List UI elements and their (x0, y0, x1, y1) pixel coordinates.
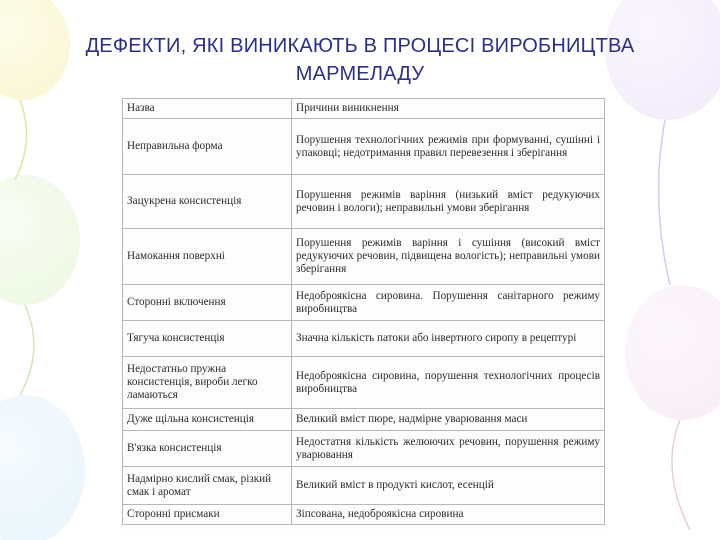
table-row (123, 285, 605, 321)
table-row (123, 505, 605, 525)
defects-table-scan (122, 98, 604, 534)
defect-name: Дуже щільна консистенція (123, 409, 292, 431)
defect-name: Сторонні присмаки (123, 505, 292, 525)
defect-name: Тягуча консистенція (123, 321, 292, 357)
table-row (123, 229, 605, 285)
defect-cause: Зіпсована, недоброякісна сировина (292, 505, 605, 525)
table-row (123, 409, 605, 431)
slide-title-line2: МАРМЕЛАДУ (295, 63, 425, 85)
table-row (123, 357, 605, 409)
defect-name: Намокання поверхні (123, 229, 292, 285)
defect-cause: Недоброякісна сировина, порушення технологічних процесів виробництва (292, 357, 605, 409)
defect-cause: Значна кількість патоки або інвертного сиропу в рецептурі (292, 321, 605, 357)
table-row (123, 467, 605, 505)
defect-name: Недостатньо пружна консистенція, вироби легко ламаються (123, 357, 292, 409)
defect-name: Сторонні включення (123, 285, 292, 321)
defect-cause: Порушення технологічних режимів при формуванні, сушінні і упаковці; недотримання правил перевезення і зберігання (292, 119, 605, 175)
defect-name: Неправильна форма (123, 119, 292, 175)
table-header-row (123, 99, 605, 119)
defects-table (122, 98, 605, 525)
defect-cause: Великий вміст в продукті кислот, есенцій (292, 467, 605, 505)
defect-cause: Порушення режимів варіння і сушіння (високий вміст редукуючих речовин, підвищена вологість); неправильні умови зберігання (292, 229, 605, 285)
table-row (123, 175, 605, 229)
header-cause: Причини виникнення (292, 99, 605, 119)
table-row (123, 321, 605, 357)
defect-cause: Порушення режимів варіння (низький вміст редукуючих речовин і вологи); неправильні умови зберігання (292, 175, 605, 229)
slide-title (40, 32, 680, 88)
table-row (123, 119, 605, 175)
defect-cause: Недоброякісна сировина. Порушення санітарного режиму виробництва (292, 285, 605, 321)
defect-name: Зацукрена консистенція (123, 175, 292, 229)
slide-title-line1: ДЕФЕКТИ, ЯКІ ВИНИКАЮТЬ В ПРОЦЕСІ ВИРОБНИЦТВА (85, 35, 635, 57)
header-name: Назва (123, 99, 292, 119)
table-row (123, 431, 605, 467)
defect-cause: Великий вміст пюре, надмірне уварювання маси (292, 409, 605, 431)
defect-name: В'язка консистенція (123, 431, 292, 467)
defect-cause: Недостатня кількість желюючих речовин, порушення режиму уварювання (292, 431, 605, 467)
defect-name: Надмірно кислий смак, різкий смак і аромат (123, 467, 292, 505)
